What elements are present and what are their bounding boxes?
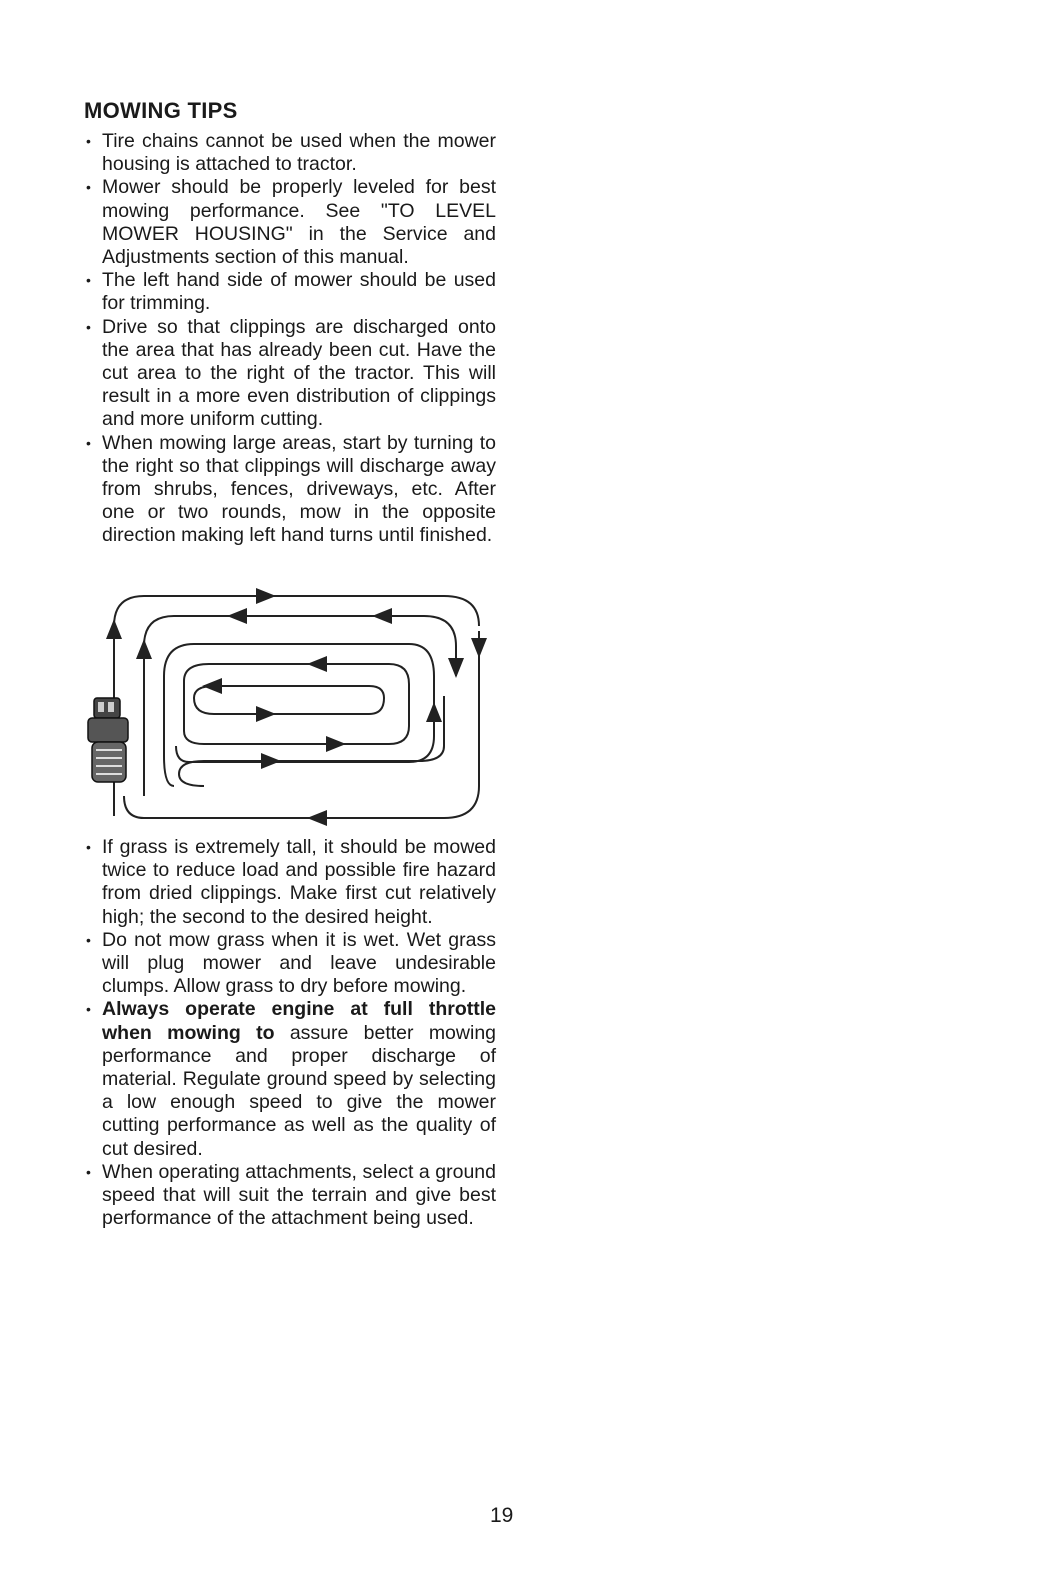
list-item	[84, 316, 496, 432]
bullet-icon: •	[86, 931, 91, 948]
list-item	[84, 998, 496, 1160]
mowing-pattern-diagram	[84, 586, 494, 826]
bullet-icon: •	[86, 434, 91, 451]
mowing-path-inner	[194, 686, 384, 714]
tip-text: Drive so that clippings are discharged onto the area that has already been cut. Have the cut area to the right of the tractor. This will result in a more even distribution of clippings and more uniform cutting.	[102, 315, 496, 431]
bullet-icon: •	[86, 318, 91, 335]
tip-text: Tire chains cannot be used when the mower housing is attached to tractor.	[102, 130, 496, 176]
tip-text: assure better mowing performance and proper discharge of material. Regulate ground speed by selecting a low enough speed to give the mower cutting performance as well as the quality of cut desired.	[102, 1021, 497, 1160]
section-title: MOWING TIPS	[84, 98, 238, 123]
bullet-icon: •	[86, 272, 91, 289]
list-item	[84, 269, 496, 315]
list-item	[84, 929, 496, 999]
bullet-icon: •	[86, 133, 91, 149]
tip-text: When mowing large areas, start by turning to the right so that clippings will discharge away from shrubs, fences, driveways, etc. After one or two rounds, mow in the opposite direction making left hand turns until finished.	[102, 431, 496, 547]
tip-text: Do not mow grass when it is wet. Wet grass will plug mower and leave undesirable clumps. Allow grass to dry before mowing.	[102, 928, 496, 998]
tip-bold-text: Always operate engine at full throttle when mowing to	[102, 998, 496, 1044]
bullet-icon: •	[86, 839, 91, 855]
mowing-tips-list-top	[84, 130, 496, 548]
bullet-icon: •	[86, 1163, 91, 1180]
mowing-tips-list-bottom	[84, 836, 496, 1230]
page-number: 19	[490, 1504, 514, 1527]
list-item	[84, 176, 496, 269]
bullet-icon: •	[86, 179, 91, 196]
list-item	[84, 130, 496, 176]
list-item	[84, 432, 496, 548]
tip-text: Mower should be properly leveled for best mowing performance. See "TO LEVEL MOWER HOUSING" in the Service and Adjustments section of this manual.	[102, 176, 496, 269]
bullet-icon: •	[86, 1001, 91, 1018]
mowing-path-bottom	[179, 696, 444, 786]
tip-text: If grass is extremely tall, it should be mowed twice to reduce load and possible fire hazard from dried clippings. Make first cut relatively high; the second to the desired height.	[102, 836, 496, 928]
tip-text: When operating attachments, select a ground speed that will suit the terrain and give best performance of the attachment being used.	[102, 1160, 496, 1230]
tractor-icon	[88, 698, 128, 782]
mowing-path-ring-4	[184, 664, 409, 744]
list-item	[84, 836, 496, 929]
list-item	[84, 1161, 496, 1231]
mowing-path-outer-right	[124, 656, 479, 818]
tip-text: The left hand side of mower should be used for trimming.	[102, 269, 496, 315]
